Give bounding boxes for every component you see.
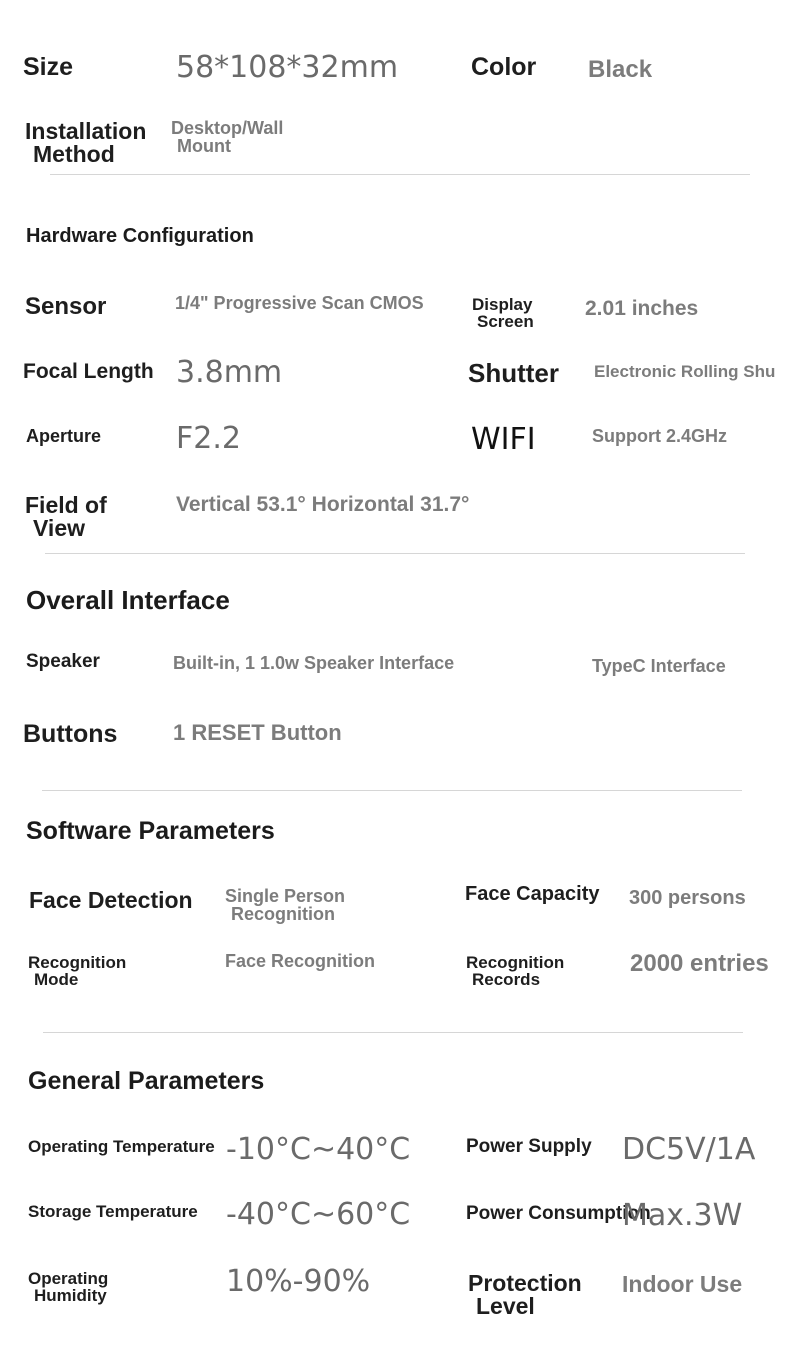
humidity-label-line2: Humidity <box>34 1286 107 1305</box>
storage-temperature-label: Storage Temperature <box>28 1202 198 1221</box>
wifi-value: Support 2.4GHz <box>592 426 728 446</box>
power-supply-value: DC5V/1A <box>622 1132 756 1167</box>
focal-length-value: 3.8mm <box>176 355 283 390</box>
shutter-value: Electronic Rolling Shu <box>594 362 776 381</box>
display-screen-label <box>472 296 534 330</box>
protection-level-value: Indoor Use <box>622 1271 743 1297</box>
wifi-label: WIFI <box>471 422 536 457</box>
humidity-label-line1: Operating <box>28 1269 109 1288</box>
power-consumption-label: Power Consumption <box>466 1203 651 1224</box>
divider <box>42 790 742 791</box>
aperture-value: F2.2 <box>176 421 241 456</box>
face-detection-label: Face Detection <box>29 887 193 913</box>
face-detection-value <box>225 887 345 923</box>
buttons-value: 1 RESET Button <box>173 720 342 745</box>
display-screen-value: 2.01 inches <box>585 297 699 320</box>
general-heading: General Parameters <box>28 1067 265 1095</box>
face-detection-value-line1: Single Person <box>225 886 346 906</box>
storage-temperature-value: -40°C~60°C <box>226 1197 411 1232</box>
recognition-mode-value: Face Recognition <box>225 951 376 971</box>
color-value: Black <box>588 56 653 83</box>
face-capacity-label: Face Capacity <box>465 883 600 905</box>
buttons-label: Buttons <box>23 720 118 748</box>
speaker-label: Speaker <box>26 651 100 672</box>
field-of-view-value: Vertical 53.1° Horizontal 31.7° <box>176 493 470 516</box>
face-detection-value-line2: Recognition <box>231 904 335 924</box>
protection-level-label <box>468 1272 582 1318</box>
sensor-label: Sensor <box>25 293 107 320</box>
recognition-records-label-line2: Records <box>472 970 541 989</box>
fov-label-line2: View <box>33 515 85 541</box>
recognition-mode-label-line2: Mode <box>34 970 79 989</box>
recognition-records-label-line1: Recognition <box>466 953 565 972</box>
recognition-records-label <box>466 954 564 988</box>
hardware-heading: Hardware Configuration <box>26 225 254 247</box>
recognition-records-value: 2000 entries <box>630 950 769 977</box>
operating-temperature-value: -10°C~40°C <box>226 1132 411 1167</box>
operating-temperature-label: Operating Temperature <box>28 1137 215 1156</box>
field-of-view-label <box>25 494 107 540</box>
operating-humidity-value: 10%-90% <box>226 1264 371 1299</box>
divider <box>43 1032 743 1033</box>
installation-method-label <box>25 120 146 166</box>
operating-humidity-label <box>28 1270 108 1304</box>
protection-label-line2: Level <box>476 1293 535 1319</box>
focal-length-label: Focal Length <box>23 360 154 383</box>
display-label-line1: Display <box>472 295 533 314</box>
size-value: 58*108*32mm <box>176 50 399 85</box>
software-heading: Software Parameters <box>26 817 275 845</box>
display-label-line2: Screen <box>477 312 534 331</box>
aperture-label: Aperture <box>26 426 102 446</box>
typec-value: TypeC Interface <box>592 656 726 676</box>
divider <box>45 553 745 554</box>
installation-method-value <box>171 119 283 155</box>
power-supply-label: Power Supply <box>466 1136 592 1157</box>
color-label: Color <box>471 53 537 81</box>
power-consumption-value: Max.3W <box>622 1198 743 1233</box>
installation-label-line1: Installation <box>25 118 147 144</box>
shutter-label: Shutter <box>468 358 559 388</box>
size-label: Size <box>23 53 74 81</box>
recognition-mode-label <box>28 954 126 988</box>
interface-heading: Overall Interface <box>26 585 230 615</box>
installation-value-line2: Mount <box>177 136 231 156</box>
installation-value-line1: Desktop/Wall <box>171 118 284 138</box>
fov-label-line1: Field of <box>25 492 107 518</box>
recognition-mode-label-line1: Recognition <box>28 953 127 972</box>
installation-label-line2: Method <box>33 141 115 167</box>
divider <box>50 174 750 175</box>
speaker-value: Built-in, 1 1.0w Speaker Interface <box>173 653 455 673</box>
protection-label-line1: Protection <box>468 1270 582 1296</box>
sensor-value: 1/4" Progressive Scan CMOS <box>175 293 424 313</box>
face-capacity-value: 300 persons <box>629 887 746 909</box>
